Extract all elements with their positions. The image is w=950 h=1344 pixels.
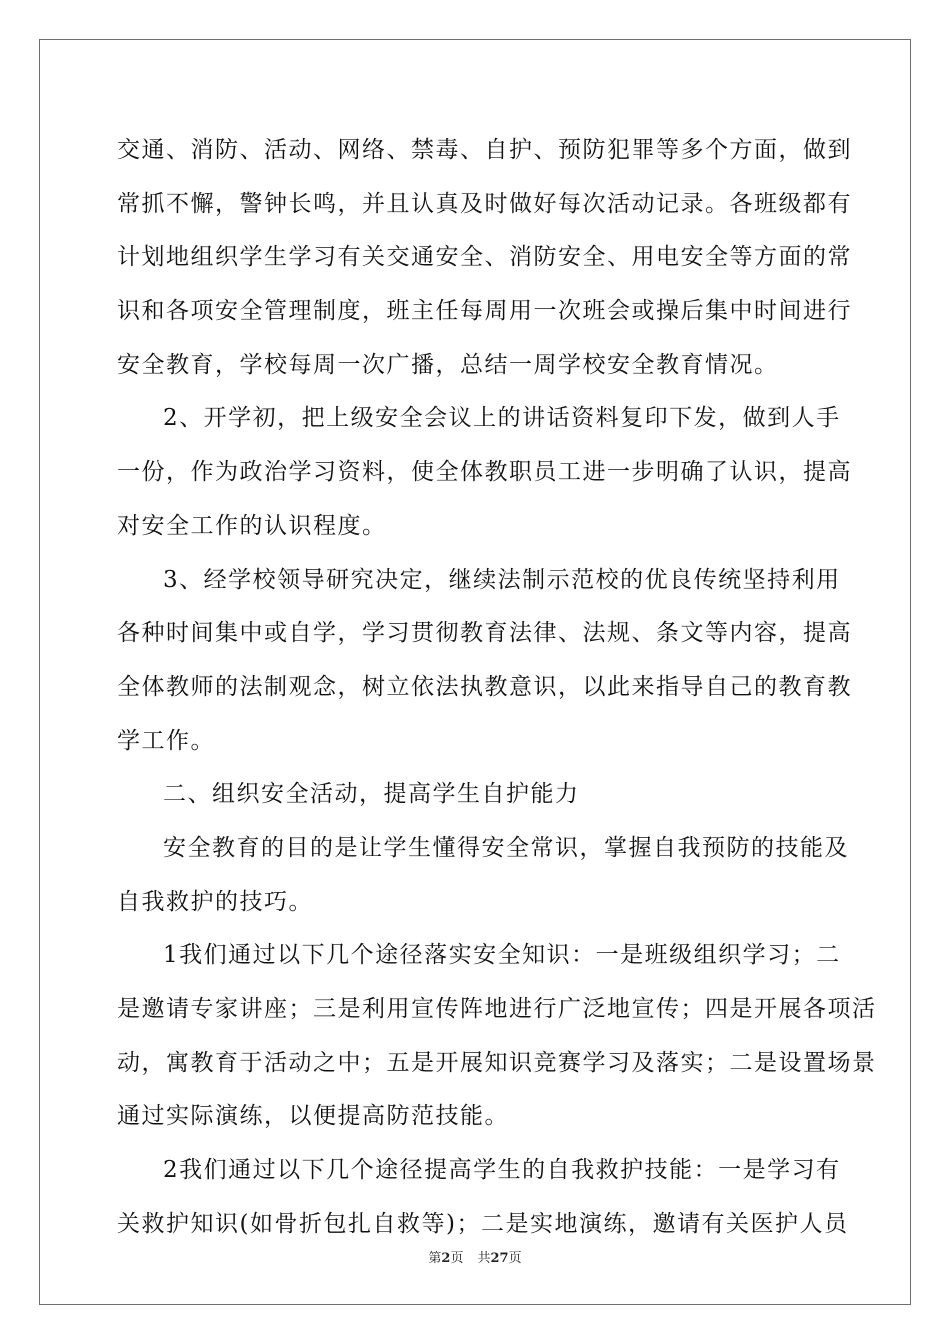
text-line: 2我们通过以下几个途径提高学生的自我救护技能：一是学习有 [163, 1157, 841, 1184]
text-line: 动，寓教育于活动之中；五是开展知识竞赛学习及落实；二是设置场景 [117, 1049, 877, 1076]
text-line: 学工作。 [117, 727, 215, 754]
text-line: 全体教师的法制观念，树立依法执教意识，以此来指导自己的教育教 [117, 673, 852, 700]
text-line: 通过实际演练，以便提高防范技能。 [117, 1103, 509, 1130]
page-number: 2 [441, 1251, 451, 1266]
total-suffix: 页 [508, 1251, 522, 1266]
text-line: 关救护知识(如骨折包扎自救等)；二是实地演练，邀请有关医护人员 [117, 1210, 849, 1237]
text-line: 是邀请专家讲座；三是利用宣传阵地进行广泛地宣传；四是开展各项活 [117, 996, 877, 1022]
total-prefix: 共 [477, 1251, 491, 1266]
text-line: 1我们通过以下几个途径落实安全知识：一是班级组织学习；二 [163, 942, 841, 969]
section-heading: 二、组织安全活动，提高学生自护能力 [163, 781, 580, 808]
text-line: 计划地组织学生学习有关交通安全、消防安全、用电安全等方面的常 [117, 244, 852, 271]
text-line: 一份，作为政治学习资料，使全体教职员工进一步明确了认识，提高 [117, 459, 852, 486]
text-line: 安全教育的目的是让学生懂得安全常识，掌握自我预防的技能及 [163, 834, 849, 861]
text-line: 安全教育，学校每周一次广播，总结一周学校安全教育情况。 [117, 351, 779, 378]
total-pages: 27 [490, 1251, 509, 1266]
text-line: 对安全工作的认识程度。 [117, 512, 387, 539]
page-prefix: 第 [428, 1251, 442, 1266]
text-line: 自我救护的技巧。 [117, 888, 313, 915]
page-suffix: 页 [450, 1251, 464, 1266]
text-line: 交通、消防、活动、网络、禁毒、自护、预防犯罪等多个方面，做到 [117, 137, 852, 163]
text-line: 3、经学校领导研究决定，继续法制示范校的优良传统坚持利用 [163, 566, 841, 593]
text-line: 识和各项安全管理制度，班主任每周用一次班会或操后集中时间进行 [117, 298, 852, 325]
text-line: 2、开学初，把上级安全会议上的讲话资料复印下发，做到人手 [163, 405, 841, 432]
document-body [117, 124, 877, 1251]
page-footer [0, 1247, 950, 1266]
text-line: 各种时间集中或自学，学习贯彻教育法律、法规、条文等内容，提高 [117, 620, 852, 647]
text-line: 常抓不懈，警钟长鸣，并且认真及时做好每次活动记录。各班级都有 [117, 190, 852, 217]
